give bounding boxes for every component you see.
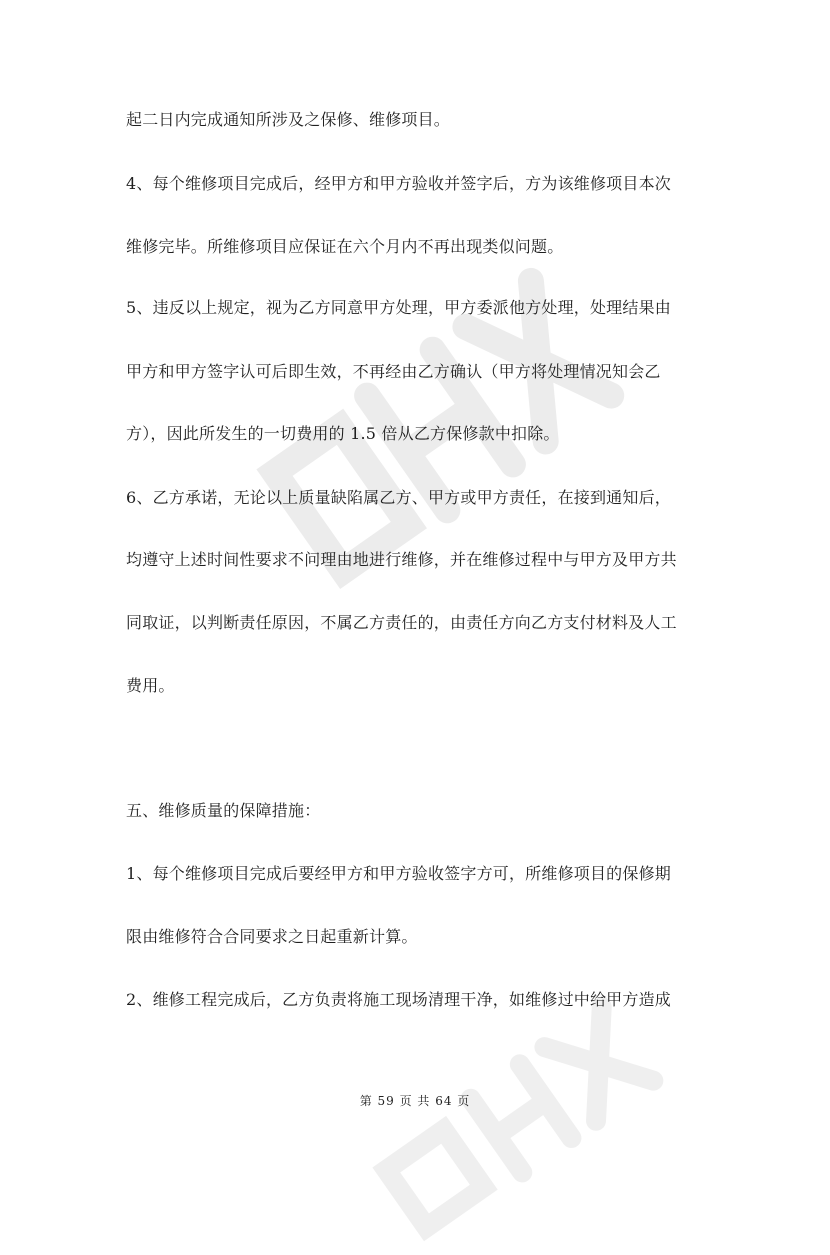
body-line-12: 限由维修符合合同要求之日起重新计算。 — [126, 927, 418, 946]
section-heading: 五、维修质量的保障措施： — [126, 801, 321, 820]
body-line-10: 费用。 — [126, 676, 175, 695]
body-line-1: 起二日内完成通知所涉及之保修、维修项目。 — [126, 110, 451, 129]
body-line-7: 6、乙方承诺，无论以上质量缺陷属乙方、甲方或甲方责任，在接到通知后， — [126, 488, 671, 507]
page-footer: 第 59 页 共 64 页 — [359, 1094, 471, 1108]
body-line-8: 均遵守上述时间性要求不问理由地进行维修，并在维修过程中与甲方及甲方共 — [126, 550, 677, 569]
watermark-logo-bottom — [353, 985, 668, 1255]
body-line-2: 4、每个维修项目完成后，经甲方和甲方验收并签字后，方为该维修项目本次 — [126, 174, 671, 193]
body-line-3: 维修完毕。所维修项目应保证在六个月内不再出现类似问题。 — [126, 237, 564, 256]
body-line-5: 甲方和甲方签字认可后即生效，不再经由乙方确认（甲方将处理情况知会乙 — [126, 362, 661, 381]
body-line-4: 5、违反以上规定，视为乙方同意甲方处理，甲方委派他方处理，处理结果由 — [126, 298, 671, 317]
body-line-9: 同取证，以判断责任原因，不属乙方责任的，由责任方向乙方支付材料及人工 — [126, 613, 677, 632]
body-line-13: 2、维修工程完成后，乙方负责将施工现场清理干净，如维修过中给甲方造成 — [126, 990, 671, 1009]
body-line-11: 1、每个维修项目完成后要经甲方和甲方验收签字方可，所维修项目的保修期 — [126, 864, 671, 883]
body-line-6: 方），因此所发生的一切费用的 1.5 倍从乙方保修款中扣除。 — [126, 424, 560, 443]
